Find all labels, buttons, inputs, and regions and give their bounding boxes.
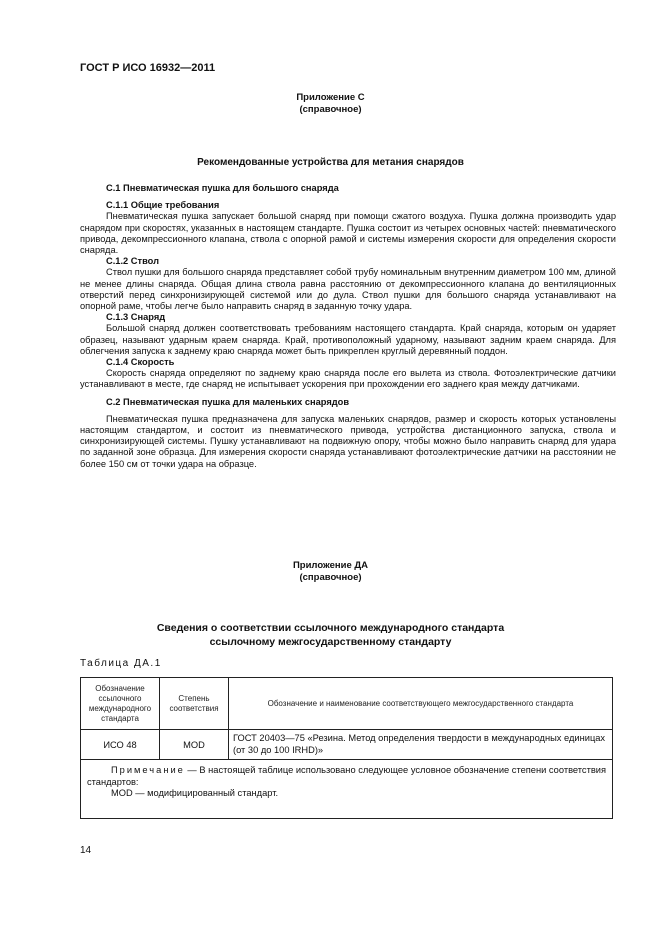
table-cell-degree: MOD [160, 730, 229, 760]
section-c1-title: С.1 Пневматическая пушка для большого снаряда [106, 183, 339, 193]
section-c2-text: Пневматическая пушка предназначена для запуска маленьких снарядов, размер и скорость которых установлены настоящим стандартом, и состоит из пневматического привода, устройства дистанционного запуска, ствола и синхронизирующей системы. Пушку устанавливают на подвижную опору, чтобы можно было направить снаряд для удара по заданной зоне образца. Для измерения скорости снаряда устанавливают фотоэлектрические датчики на расстоянии не более 150 см от точки удара на образце. [80, 413, 616, 469]
appendix-da-subtitle: (справочное) [299, 572, 362, 583]
section-c11-title: С.1.1 Общие требования [106, 200, 220, 211]
appendix-da-heading-line1: Сведения о соответствии ссылочного международного стандарта [156, 622, 505, 634]
section-c12-text: Ствол пушки для большого снаряда представляет собой трубу номинальным внутренним диаметром 100 мм, длиной не менее длины снаряда. Общая длина ствола равна расстоянию от декомпрессионного клапана до вентиляционных отверстий перед синхронизирующей системой или до дула. Ствол пушки для большого снаряда устанавливают на опорной раме, чтобы легче было направить снаряд в заданную точку удара. [80, 267, 616, 312]
section-c13-title: С.1.3 Снаряд [106, 312, 166, 323]
table-header-national: Обозначение и наименование соответствующего межгосударственного стандарта [229, 678, 613, 730]
table-note-cell [81, 760, 613, 819]
table-note-text: — В настоящей таблице использовано следующее условное обозначение степени соответствия стандартов: [87, 765, 606, 787]
page-number: 14 [80, 845, 92, 856]
table-header-row [81, 678, 613, 730]
section-c14-text: Скорость снаряда определяют по заднему краю снаряда после его вылета из ствола. Фотоэлектрические датчики устанавливают в месте, где снаряд не испытывает ускорения при прохождении его заднего края между датчиками. [80, 368, 616, 390]
table-note-label: Примечание [111, 765, 185, 775]
appendix-c-body [80, 183, 616, 470]
appendix-c-subtitle: (справочное) [299, 104, 362, 115]
document-header: ГОСТ Р ИСО 16932—2011 [80, 62, 216, 74]
appendix-da-title: Приложение ДА [292, 560, 369, 571]
table-note [87, 765, 606, 788]
appendix-c-title: Приложение С [296, 92, 365, 103]
table-header-degree: Степень соответствия [160, 678, 229, 730]
correspondence-table [80, 677, 613, 819]
section-c14-title: С.1.4 Скорость [106, 357, 175, 368]
appendix-c-heading: Рекомендованные устройства для метания снарядов [197, 157, 464, 168]
section-c12-title: С.1.2 Ствол [106, 256, 160, 267]
table-cell-intl: ИСО 48 [81, 730, 160, 760]
table-row [81, 730, 613, 760]
appendix-da-heading-line2: ссылочному межгосударственному стандарту [209, 636, 452, 648]
section-c2-title: С.2 Пневматическая пушка для маленьких снарядов [106, 396, 350, 407]
table-header-intl: Обозначение ссылочного международного стандарта [81, 678, 160, 730]
section-c13-text: Большой снаряд должен соответствовать требованиям настоящего стандарта. Край снаряда, которым он ударяет образец, называют ударным краем снаряда. Край, противоположный ударному, называют задним краем снаряда. Для облегчения запуска к заднему краю снаряда может быть прикреплен круглый деревянный поддон. [80, 323, 616, 356]
table-note-mod: MOD — модифицированный стандарт. [111, 788, 279, 798]
table-caption: Таблица ДА.1 [80, 658, 162, 669]
section-c11-text: Пневматическая пушка запускает большой снаряд при помощи сжатого воздуха. Пушка должна производить удар снарядом при скоростях, указанных в настоящем стандарте. Пушка состоит из четырех основных частей: пневматического привода, декомпрессионного клапана, ствола с опорной рамой и системы измерения скорости для определения скорости снаряда. [80, 211, 616, 256]
table-note-row [81, 760, 613, 819]
table-cell-national: ГОСТ 20403—75 «Резина. Метод определения твердости в международных единицах (от 30 до 100 IRHD)» [229, 730, 613, 760]
